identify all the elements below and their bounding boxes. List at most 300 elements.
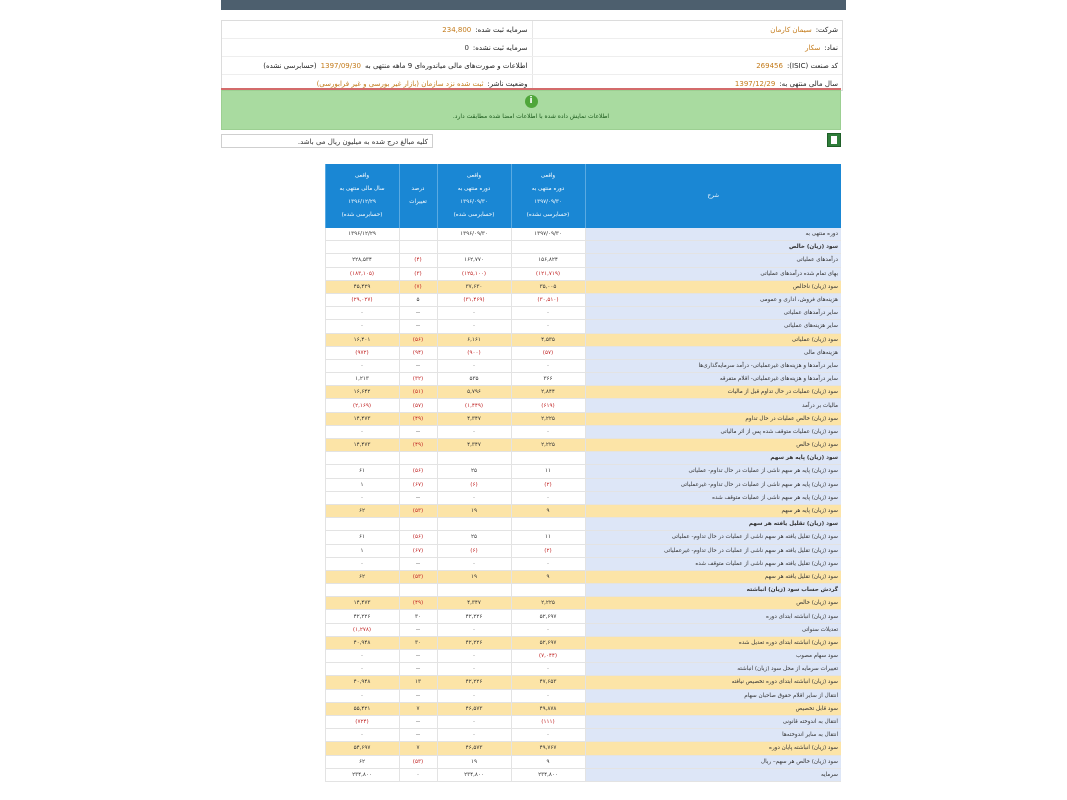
row-description: سایر درآمدها و هزینه‌های غیرعملیاتی- درآمد سرمایه‌گذاری‌ها: [585, 359, 841, 372]
row-spacer: [221, 570, 325, 583]
income-statement-table: [221, 164, 841, 782]
cell-fiscal-year: ۴۵,۴۲۹: [325, 280, 399, 293]
cell-change-percent: ۳۰: [399, 610, 437, 623]
cell-change-percent: [399, 452, 437, 465]
table-row: [221, 465, 841, 478]
row-description: سود (زیان) تقلیل یافته هر سهم: [585, 518, 841, 531]
cell-fiscal-year: ۵۵,۴۲۱: [325, 702, 399, 715]
row-description: سود (زیان) انباشته ابتدای دوره تعدیل شده: [585, 636, 841, 649]
cell-prior-period: ۰: [437, 715, 511, 728]
table-row: [221, 557, 841, 570]
row-description: سود (زیان) خالص: [585, 439, 841, 452]
row-spacer: [221, 636, 325, 649]
cell-current-period: ۲۳۴,۸۰۰: [511, 768, 585, 781]
cell-current-period: ۳۶۶: [511, 373, 585, 386]
row-spacer: [221, 491, 325, 504]
cell-prior-period: ۴,۳۴۷: [437, 597, 511, 610]
row-spacer: [221, 676, 325, 689]
row-description: سود (زیان) انباشته پایان دوره: [585, 742, 841, 755]
cell-fiscal-year: ۱۶,۶۴۲: [325, 386, 399, 399]
cell-change-percent: (۵۳): [399, 504, 437, 517]
capital-value: 234,800: [442, 25, 472, 34]
row-description: سود (زیان) عملیات متوقف شده پس از اثر مالیاتی: [585, 425, 841, 438]
table-body: [221, 228, 841, 781]
cell-change-percent: ۰: [399, 768, 437, 781]
unregistered-capital-label: سرمایه ثبت نشده:: [472, 43, 528, 52]
row-spacer: [221, 320, 325, 333]
table-row: [221, 544, 841, 557]
cell-current-period: ۱۵۶,۸۲۴: [511, 254, 585, 267]
row-spacer: [221, 689, 325, 702]
cell-current-period: ۵۲,۶۹۷: [511, 636, 585, 649]
table-row: [221, 742, 841, 755]
cell-fiscal-year: ۱۴,۴۷۳: [325, 597, 399, 610]
top-header-bar: [221, 0, 846, 10]
table-row: [221, 755, 841, 768]
row-description: سود (زیان) پایه هر سهم: [585, 504, 841, 517]
cell-prior-period: ۰: [437, 307, 511, 320]
table-row: [221, 636, 841, 649]
cell-fiscal-year: ۰: [325, 689, 399, 702]
row-spacer: [221, 399, 325, 412]
table-row: [221, 346, 841, 359]
table-row: [221, 715, 841, 728]
cell-current-period: ۲,۲۲۵: [511, 597, 585, 610]
row-description: سود (زیان) عملیات در حال تداوم قبل از مالیات: [585, 386, 841, 399]
header-spacer: [221, 164, 325, 228]
row-description: سود (زیان) انباشته ابتدای دوره تخصیص نیافته: [585, 676, 841, 689]
verification-notice: [221, 90, 841, 130]
cell-change-percent: --: [399, 320, 437, 333]
cell-fiscal-year: ۰: [325, 663, 399, 676]
table-row: [221, 307, 841, 320]
table-row: [221, 478, 841, 491]
capital-cell: [222, 21, 532, 38]
header-col3: درصد تغییرات: [399, 164, 437, 228]
row-description: سود (زیان) خالص هر سهم– ریال: [585, 755, 841, 768]
row-spacer: [221, 557, 325, 570]
cell-change-percent: (۹۴): [399, 346, 437, 359]
cell-current-period: ۴۷,۶۵۳: [511, 676, 585, 689]
table-row: [221, 412, 841, 425]
cell-fiscal-year: ۵۴,۶۹۷: [325, 742, 399, 755]
cell-change-percent: [399, 584, 437, 597]
cell-fiscal-year: [325, 518, 399, 531]
row-description: سود (زیان) پایه هر سهم: [585, 452, 841, 465]
row-description: سود (زیان) تقلیل یافته هر سهم ناشی از عملیات در حال تداوم- عملیاتی: [585, 531, 841, 544]
cell-current-period: ۰: [511, 557, 585, 570]
row-description: سایر درآمدها و هزینه‌های غیرعملیاتی- اقلام متفرقه: [585, 373, 841, 386]
cell-fiscal-year: [325, 452, 399, 465]
publisher-status-value: ثبت شده نزد سازمان (بازار غیر بورسی و غیر فرابورسی): [316, 79, 484, 88]
symbol-cell: [532, 39, 843, 56]
table-row: [221, 359, 841, 372]
table-header-row: [221, 164, 841, 228]
row-description: هزینه‌های فروش، اداری و عمومی: [585, 293, 841, 306]
cell-change-percent: --: [399, 689, 437, 702]
cell-current-period: ۴۹,۷۶۷: [511, 742, 585, 755]
cell-change-percent: ۵: [399, 293, 437, 306]
table-row: [221, 241, 841, 254]
cell-current-period: ۹: [511, 570, 585, 583]
table-row: [221, 729, 841, 742]
cell-current-period: [511, 452, 585, 465]
row-spacer: [221, 729, 325, 742]
cell-change-percent: --: [399, 729, 437, 742]
cell-fiscal-year: ۱,۲۱۳: [325, 373, 399, 386]
table-row: [221, 518, 841, 531]
table-row: [221, 399, 841, 412]
header-col4: واقعی سال مالی منتهی به ۱۳۹۶/۱۲/۲۹ (حسابرسی شده): [325, 164, 399, 228]
cell-current-period: [511, 518, 585, 531]
cell-fiscal-year: ۴۲,۲۲۶: [325, 610, 399, 623]
cell-fiscal-year: ۱۶,۴۰۱: [325, 333, 399, 346]
cell-current-period: ۲,۲۲۵: [511, 412, 585, 425]
cell-current-period: (۱۲۱,۷۱۹): [511, 267, 585, 280]
table-row: [221, 228, 841, 241]
excel-export-icon[interactable]: [827, 133, 841, 147]
cell-change-percent: --: [399, 663, 437, 676]
cell-change-percent: ۳۰: [399, 636, 437, 649]
cell-fiscal-year: ۶۲: [325, 504, 399, 517]
cell-current-period: ۰: [511, 425, 585, 438]
cell-current-period: (۲): [511, 478, 585, 491]
table-row: [221, 439, 841, 452]
isic-cell: [532, 57, 843, 74]
cell-current-period: ۱۱: [511, 465, 585, 478]
cell-current-period: ۱۱: [511, 531, 585, 544]
cell-change-percent: --: [399, 623, 437, 636]
row-description: گردش حساب سود (زیان) انباشته: [585, 584, 841, 597]
cell-fiscal-year: [325, 241, 399, 254]
row-spacer: [221, 531, 325, 544]
unregistered-capital-value: 0: [464, 43, 469, 52]
report-date: 1397/09/30: [320, 61, 362, 70]
row-description: سایر هزینه‌های عملیاتی: [585, 320, 841, 333]
row-spacer: [221, 465, 325, 478]
table-row: [221, 623, 841, 636]
cell-change-percent: --: [399, 491, 437, 504]
cell-current-period: ۵۲,۶۹۷: [511, 610, 585, 623]
row-spacer: [221, 333, 325, 346]
table-row: [221, 373, 841, 386]
cell-fiscal-year: ۴۰,۹۴۸: [325, 636, 399, 649]
cell-change-percent: (۵۳): [399, 755, 437, 768]
cell-prior-period: ۴۲,۲۲۶: [437, 676, 511, 689]
cell-fiscal-year: ۱: [325, 544, 399, 557]
cell-fiscal-year: (۷۲۴): [325, 715, 399, 728]
cell-prior-period: ۰: [437, 663, 511, 676]
row-description: سود (زیان) خالص: [585, 241, 841, 254]
cell-fiscal-year: ۱۳۹۶/۱۲/۲۹: [325, 228, 399, 241]
cell-current-period: (۳۰,۵۱۰): [511, 293, 585, 306]
row-spacer: [221, 755, 325, 768]
table-row: [221, 333, 841, 346]
header-col2: واقعی دوره منتهی به ۱۳۹۶/۰۹/۳۰ (حسابرسی شده): [437, 164, 511, 228]
cell-change-percent: --: [399, 425, 437, 438]
cell-current-period: ۳۵,۰۰۵: [511, 280, 585, 293]
cell-prior-period: ۶,۱۶۱: [437, 333, 511, 346]
row-description: بهای تمام شده درآمدهای عملیاتی: [585, 267, 841, 280]
cell-prior-period: ۰: [437, 650, 511, 663]
cell-fiscal-year: ۱۴,۴۷۳: [325, 412, 399, 425]
unit-note: کلیه مبالغ درج شده به میلیون ریال می باشد.: [221, 134, 433, 148]
table-row: [221, 386, 841, 399]
table-row: [221, 702, 841, 715]
cell-change-percent: (۵۶): [399, 333, 437, 346]
cell-prior-period: ۴۲,۲۲۶: [437, 610, 511, 623]
cell-change-percent: (۶۷): [399, 478, 437, 491]
cell-fiscal-year: ۰: [325, 491, 399, 504]
row-spacer: [221, 412, 325, 425]
cell-fiscal-year: (۹۷۲): [325, 346, 399, 359]
cell-fiscal-year: ۴۰,۹۴۸: [325, 676, 399, 689]
row-spacer: [221, 544, 325, 557]
cell-change-percent: ۷: [399, 742, 437, 755]
cell-fiscal-year: (۲۹,۰۲۷): [325, 293, 399, 306]
cell-current-period: [511, 241, 585, 254]
cell-fiscal-year: (۲,۱۶۹): [325, 399, 399, 412]
cell-fiscal-year: (۱۸۳,۱۰۵): [325, 267, 399, 280]
table-row: [221, 689, 841, 702]
cell-change-percent: (۴۹): [399, 439, 437, 452]
cell-current-period: ۰: [511, 307, 585, 320]
cell-prior-period: [437, 241, 511, 254]
row-spacer: [221, 267, 325, 280]
cell-change-percent: (۵۶): [399, 465, 437, 478]
cell-prior-period: ۴۲,۲۲۶: [437, 636, 511, 649]
cell-prior-period: ۰: [437, 491, 511, 504]
cell-fiscal-year: ۰: [325, 650, 399, 663]
cell-current-period: (۷,۰۴۴): [511, 650, 585, 663]
table-row: [221, 531, 841, 544]
row-description: سود (زیان) خالص عملیات در حال تداوم: [585, 412, 841, 425]
cell-current-period: (۲): [511, 544, 585, 557]
table-row: [221, 280, 841, 293]
cell-fiscal-year: ۶۱: [325, 465, 399, 478]
cell-fiscal-year: ۲۳۴,۸۰۰: [325, 768, 399, 781]
cell-fiscal-year: ۰: [325, 425, 399, 438]
cell-current-period: [511, 584, 585, 597]
cell-prior-period: ۰: [437, 359, 511, 372]
row-description: انتقال به سایر اندوخته‌ها: [585, 729, 841, 742]
table-row: [221, 452, 841, 465]
row-spacer: [221, 504, 325, 517]
table-row: [221, 768, 841, 781]
company-cell: [532, 21, 843, 38]
row-description: درآمدهای عملیاتی: [585, 254, 841, 267]
cell-prior-period: (۳۱,۴۶۹): [437, 293, 511, 306]
capital-label: سرمایه ثبت شده:: [475, 25, 528, 34]
cell-change-percent: --: [399, 557, 437, 570]
cell-change-percent: --: [399, 715, 437, 728]
cell-prior-period: [437, 518, 511, 531]
cell-current-period: ۱۳۹۷/۰۹/۳۰: [511, 228, 585, 241]
cell-prior-period: ۲۵: [437, 531, 511, 544]
row-spacer: [221, 742, 325, 755]
cell-change-percent: ۷: [399, 702, 437, 715]
row-description: سود (زیان) خالص: [585, 597, 841, 610]
row-spacer: [221, 241, 325, 254]
publisher-status-label: وضعیت ناشر:: [487, 79, 528, 88]
cell-fiscal-year: ۶۲: [325, 570, 399, 583]
row-spacer: [221, 597, 325, 610]
table-row: [221, 597, 841, 610]
row-spacer: [221, 307, 325, 320]
cell-prior-period: ۰: [437, 425, 511, 438]
cell-fiscal-year: ۰: [325, 729, 399, 742]
header-desc: شرح: [585, 164, 841, 228]
company-label: شرکت:: [815, 25, 838, 34]
row-spacer: [221, 610, 325, 623]
cell-prior-period: ۱۶۲,۷۷۰: [437, 254, 511, 267]
cell-current-period: ۹: [511, 504, 585, 517]
cell-current-period: (۶۱۹): [511, 399, 585, 412]
report-label: اطلاعات و صورت‌های مالی میاندوره‌ای 9 ماهه منتهی به: [365, 61, 528, 70]
cell-prior-period: ۰: [437, 689, 511, 702]
cell-change-percent: (۳۲): [399, 373, 437, 386]
cell-prior-period: ۰: [437, 557, 511, 570]
isic-value: 269456: [756, 61, 783, 70]
cell-current-period: ۰: [511, 359, 585, 372]
cell-fiscal-year: ۲۲۸,۵۳۴: [325, 254, 399, 267]
cell-prior-period: (۶): [437, 478, 511, 491]
cell-prior-period: ۰: [437, 320, 511, 333]
table-row: [221, 584, 841, 597]
table-row: [221, 254, 841, 267]
row-description: انتقال از سایر اقلام حقوق صاحبان سهام: [585, 689, 841, 702]
cell-prior-period: ۱۹: [437, 504, 511, 517]
row-description: تغییرات سرمایه از محل سود (زیان) انباشته: [585, 663, 841, 676]
table-row: [221, 650, 841, 663]
row-spacer: [221, 386, 325, 399]
row-description: سایر درآمدهای عملیاتی: [585, 307, 841, 320]
row-description: سود (زیان) تقلیل یافته هر سهم ناشی از عملیات در حال تداوم- غیرعملیاتی: [585, 544, 841, 557]
cell-change-percent: (۴): [399, 254, 437, 267]
row-spacer: [221, 254, 325, 267]
cell-change-percent: [399, 228, 437, 241]
table-row: [221, 676, 841, 689]
cell-current-period: ۰: [511, 729, 585, 742]
report-status: (حسابرسی نشده): [263, 61, 317, 70]
cell-prior-period: ۴,۳۴۷: [437, 439, 511, 452]
row-description: سود (زیان) تقلیل یافته هر سهم: [585, 570, 841, 583]
cell-prior-period: ۴,۳۴۷: [437, 412, 511, 425]
cell-current-period: ۲,۲۲۵: [511, 439, 585, 452]
cell-prior-period: ۰: [437, 729, 511, 742]
row-spacer: [221, 623, 325, 636]
fiscal-year-value: 1397/12/29: [734, 79, 776, 88]
cell-prior-period: ۱۳۹۶/۰۹/۳۰: [437, 228, 511, 241]
cell-current-period: ۰: [511, 491, 585, 504]
cell-fiscal-year: (۱,۲۷۸): [325, 623, 399, 636]
cell-change-percent: (۷): [399, 280, 437, 293]
row-description: سود قابل تخصیص: [585, 702, 841, 715]
row-spacer: [221, 768, 325, 781]
row-description: دوره منتهی به: [585, 228, 841, 241]
cell-fiscal-year: ۶۱: [325, 531, 399, 544]
cell-current-period: ۰: [511, 320, 585, 333]
cell-current-period: ۲,۸۴۴: [511, 386, 585, 399]
cell-change-percent: [399, 518, 437, 531]
report-cell: [222, 57, 532, 74]
table-row: [221, 320, 841, 333]
cell-fiscal-year: ۰: [325, 320, 399, 333]
cell-fiscal-year: [325, 584, 399, 597]
row-description: تعدیلات سنواتی: [585, 623, 841, 636]
cell-current-period: ۰: [511, 689, 585, 702]
row-spacer: [221, 663, 325, 676]
row-spacer: [221, 439, 325, 452]
cell-prior-period: ۳۷,۶۳۰: [437, 280, 511, 293]
row-spacer: [221, 518, 325, 531]
table-row: [221, 663, 841, 676]
cell-prior-period: ۵۳۵: [437, 373, 511, 386]
cell-change-percent: (۳): [399, 267, 437, 280]
header-col1: واقعی دوره منتهی به ۱۳۹۷/۰۹/۳۰ (حسابرسی نشده): [511, 164, 585, 228]
row-description: سود (زیان) پایه هر سهم ناشی از عملیات در حال تداوم- غیرعملیاتی: [585, 478, 841, 491]
symbol-value: سکار: [805, 43, 821, 52]
row-description: سود (زیان) عملیاتی: [585, 333, 841, 346]
table-row: [221, 610, 841, 623]
row-spacer: [221, 228, 325, 241]
cell-prior-period: ۰: [437, 623, 511, 636]
table-row: [221, 267, 841, 280]
row-spacer: [221, 293, 325, 306]
row-spacer: [221, 346, 325, 359]
cell-change-percent: (۵۱): [399, 386, 437, 399]
cell-prior-period: ۴۶,۵۷۳: [437, 702, 511, 715]
cell-prior-period: (۱۲۵,۱۰۰): [437, 267, 511, 280]
row-description: سود (زیان) انباشته ابتدای دوره: [585, 610, 841, 623]
row-spacer: [221, 715, 325, 728]
cell-prior-period: ۲۳۴,۸۰۰: [437, 768, 511, 781]
row-description: سرمایه: [585, 768, 841, 781]
row-spacer: [221, 584, 325, 597]
cell-change-percent: (۴۹): [399, 412, 437, 425]
company-info-panel: [221, 20, 843, 91]
row-spacer: [221, 425, 325, 438]
row-description: مالیات بر درآمد: [585, 399, 841, 412]
isic-label: کد صنعت (ISIC):: [786, 61, 838, 70]
row-description: سود (زیان) ناخالص: [585, 280, 841, 293]
cell-fiscal-year: ۰: [325, 307, 399, 320]
cell-fiscal-year: ۱۴,۴۷۳: [325, 439, 399, 452]
cell-prior-period: ۲۵: [437, 465, 511, 478]
cell-prior-period: ۴۶,۵۷۳: [437, 742, 511, 755]
table-row: [221, 504, 841, 517]
cell-prior-period: ۱۹: [437, 570, 511, 583]
cell-change-percent: (۵۳): [399, 570, 437, 583]
cell-current-period: (۱۱۱): [511, 715, 585, 728]
row-description: انتقال به اندوخته قانونی: [585, 715, 841, 728]
cell-current-period: ۹: [511, 755, 585, 768]
cell-change-percent: (۵۷): [399, 399, 437, 412]
row-description: سود (زیان) پایه هر سهم ناشی از عملیات متوقف شده: [585, 491, 841, 504]
row-spacer: [221, 359, 325, 372]
cell-change-percent: --: [399, 650, 437, 663]
info-icon: i: [525, 95, 538, 108]
fiscal-year-label: سال مالی منتهی به:: [779, 79, 838, 88]
company-value: سیمان کارمان: [770, 25, 812, 34]
row-description: سود (زیان) پایه هر سهم ناشی از عملیات در حال تداوم- عملیاتی: [585, 465, 841, 478]
cell-current-period: ۰: [511, 623, 585, 636]
table-row: [221, 491, 841, 504]
cell-current-period: (۵۷): [511, 346, 585, 359]
cell-prior-period: (۱,۴۴۹): [437, 399, 511, 412]
row-spacer: [221, 650, 325, 663]
cell-prior-period: ۱۹: [437, 755, 511, 768]
